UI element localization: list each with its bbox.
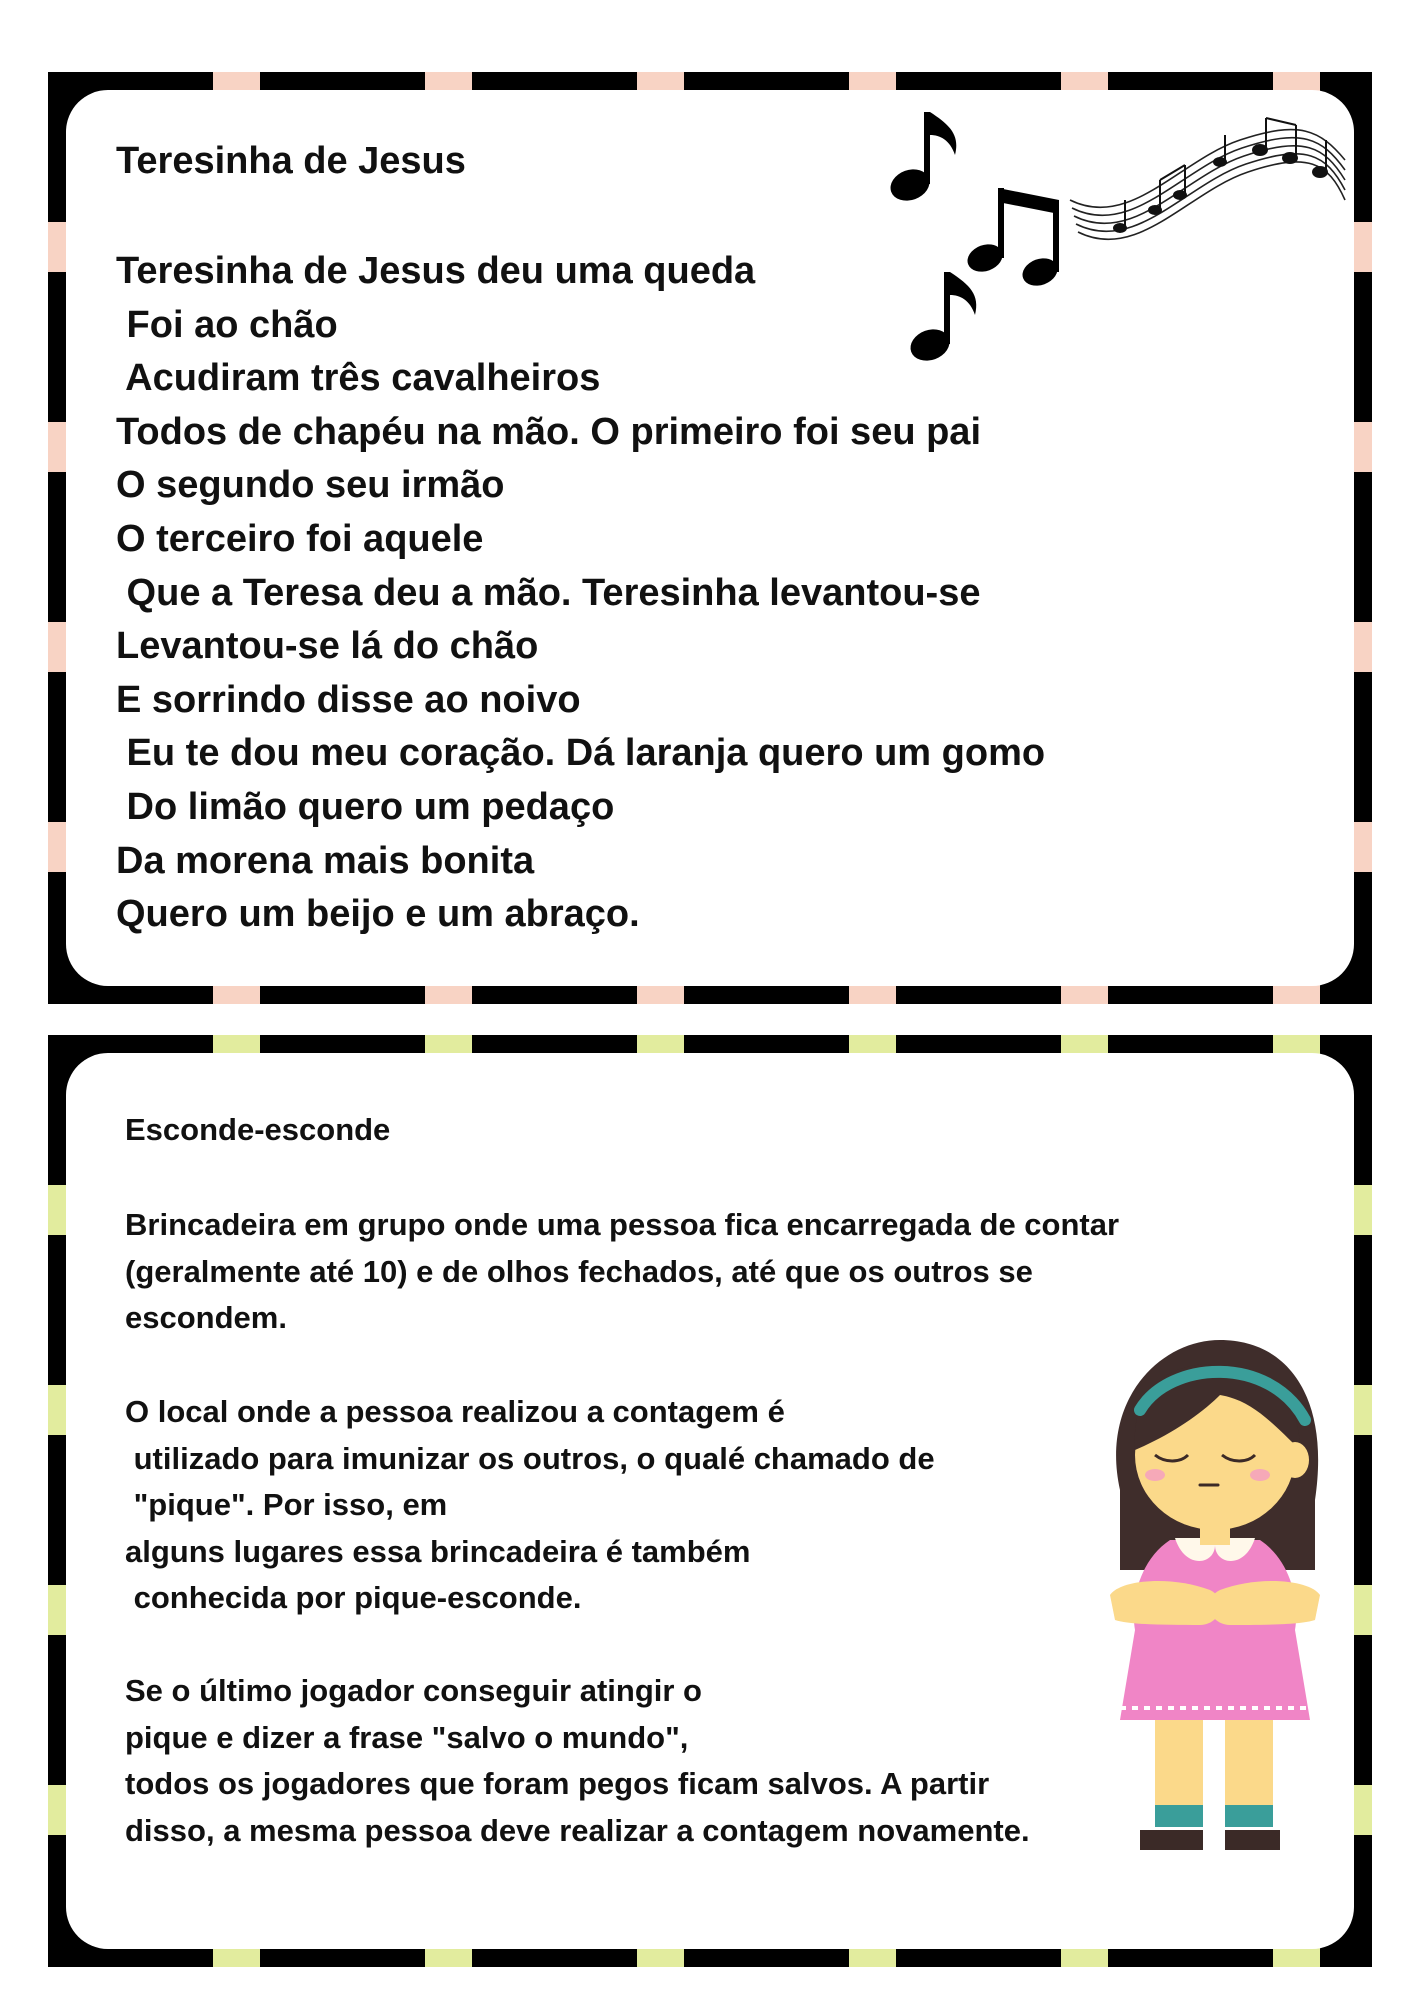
lyric-line: Do limão quero um pedaço bbox=[116, 785, 615, 828]
text-line: utilizado para imunizar os outros, o qualé chamado de bbox=[125, 1440, 935, 1476]
lyric-line: Acudiram três cavalheiros bbox=[116, 357, 601, 400]
music-notes-icon bbox=[880, 100, 1350, 380]
lyric-line: E sorrindo disse ao noivo bbox=[116, 678, 581, 721]
striped-border-left bbox=[48, 1035, 66, 1967]
game-paragraph-1 bbox=[125, 1202, 1119, 1342]
lyric-line: Eu te dou meu coração. Dá laranja quero um gomo bbox=[116, 732, 1046, 775]
lyric-line: Teresinha de Jesus deu uma queda bbox=[116, 250, 756, 292]
striped-border-left bbox=[48, 72, 66, 1004]
text-line: Se o último jogador conseguir atingir o bbox=[125, 1673, 702, 1708]
lyric-line: Todos de chapéu na mão. O primeiro foi seu pai bbox=[116, 410, 982, 453]
lyric-line: Quero um beijo e um abraço. bbox=[116, 893, 640, 936]
girl-illustration bbox=[1100, 1340, 1330, 1880]
text-line: "pique". Por isso, em bbox=[125, 1487, 448, 1522]
game-paragraph-2 bbox=[125, 1389, 935, 1622]
text-line: todos os jogadores que foram pegos ficam salvos. A partir bbox=[125, 1766, 990, 1801]
text-line: disso, a mesma pessoa deve realizar a contagem novamente. bbox=[125, 1812, 1030, 1848]
text-line: alguns lugares essa brincadeira é também bbox=[125, 1533, 751, 1569]
game-paragraph-3 bbox=[125, 1668, 1030, 1854]
lyric-line: Levantou-se lá do chão bbox=[116, 625, 539, 668]
lyric-line: Que a Teresa deu a mão. Teresinha levantou-se bbox=[116, 571, 981, 614]
song-title: Teresinha de Jesus bbox=[116, 140, 466, 182]
lyric-line: Da morena mais bonita bbox=[116, 839, 535, 882]
lyric-line: O segundo seu irmão bbox=[116, 464, 505, 507]
lyric-line: Foi ao chão bbox=[116, 303, 338, 346]
striped-border-right bbox=[1354, 72, 1372, 1004]
text-line: O local onde a pessoa realizou a contagem é bbox=[125, 1394, 785, 1429]
text-line: (geralmente até 10) e de olhos fechados, até que os outros se bbox=[125, 1253, 1033, 1289]
text-line: escondem. bbox=[125, 1300, 287, 1335]
striped-border-right bbox=[1354, 1035, 1372, 1967]
text-line: conhecida por pique-esconde. bbox=[125, 1580, 582, 1615]
game-title: Esconde-esconde bbox=[125, 1112, 391, 1147]
text-line: pique e dizer a frase "salvo o mundo", bbox=[125, 1719, 689, 1755]
lyric-line: O terceiro foi aquele bbox=[116, 517, 484, 560]
text-line: Brincadeira em grupo onde uma pessoa fica encarregada de contar bbox=[125, 1207, 1120, 1242]
